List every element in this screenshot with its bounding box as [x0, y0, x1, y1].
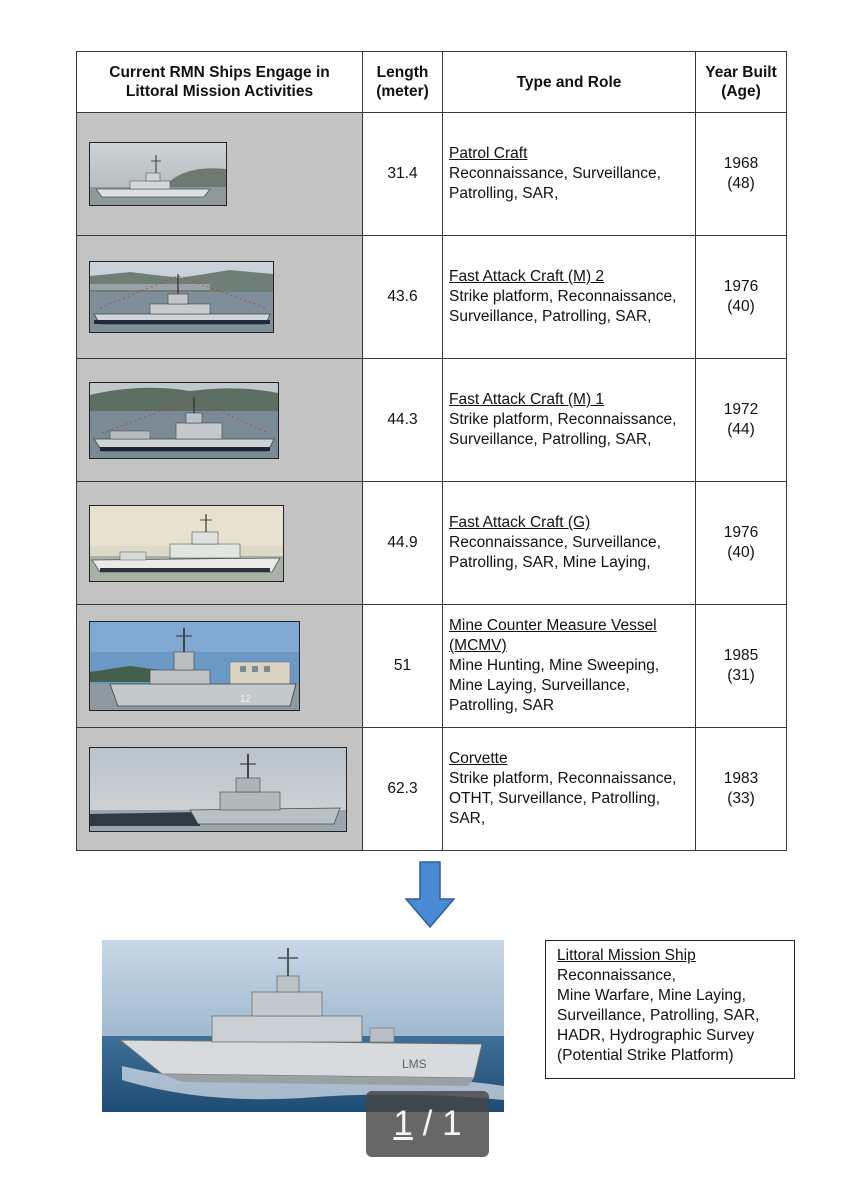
ship-age: (40) — [727, 544, 755, 561]
ship-image-cell — [77, 482, 363, 605]
length-value: 31.4 — [363, 113, 443, 236]
year-cell — [696, 113, 787, 236]
year-built: 1985 — [723, 647, 759, 664]
length-value: 44.3 — [363, 359, 443, 482]
ship-age: (31) — [727, 667, 755, 684]
lms-role-line: Surveillance, Patrolling, SAR, — [557, 1007, 760, 1024]
littoral-mission-ship-photo — [102, 940, 504, 1112]
page-indicator — [366, 1091, 489, 1157]
ship-image-cell — [77, 236, 363, 359]
page-separator: / — [422, 1104, 433, 1143]
year-cell — [696, 728, 787, 851]
length-value: 43.6 — [363, 236, 443, 359]
year-cell — [696, 359, 787, 482]
length-value: 51 — [363, 605, 443, 728]
ship-role: Strike platform, Reconnaissance, Surveillance, Patrolling, SAR, — [449, 411, 677, 448]
ship-role: Strike platform, Reconnaissance, Surveillance, Patrolling, SAR, — [449, 288, 677, 325]
ship-age: (48) — [727, 175, 755, 192]
ship-type: Patrol Craft — [449, 145, 528, 162]
type-role-cell — [443, 605, 696, 728]
ships-table — [76, 51, 787, 851]
current-page: 1 — [393, 1104, 413, 1143]
lms-role-line: Reconnaissance, — [557, 967, 676, 984]
ship-age: (33) — [727, 790, 755, 807]
type-role-cell — [443, 482, 696, 605]
length-value: 62.3 — [363, 728, 443, 851]
year-built: 1976 — [723, 524, 759, 541]
ship-type: Corvette — [449, 750, 508, 767]
ship-role: Strike platform, Reconnaissance, OTHT, Surveillance, Patrolling, SAR, — [449, 770, 677, 827]
table-row — [77, 605, 787, 728]
ship-type: Fast Attack Craft (M) 1 — [449, 391, 605, 408]
table-row — [77, 113, 787, 236]
lms-role-line: Mine Warfare, Mine Laying, — [557, 987, 746, 1004]
ship-type: Fast Attack Craft (M) 2 — [449, 268, 605, 285]
fast-attack-craft-m1-photo — [89, 382, 279, 459]
ship-role: Mine Hunting, Mine Sweeping, Mine Laying, Surveillance, Patrolling, SAR — [449, 657, 660, 714]
fast-attack-craft-m2-photo — [89, 261, 274, 333]
header-ships: Current RMN Ships Engage in Littoral Mission Activities — [77, 52, 363, 113]
fast-attack-craft-g-photo — [89, 505, 284, 582]
type-role-cell — [443, 236, 696, 359]
ship-role: Reconnaissance, Surveillance, Patrolling, SAR, Mine Laying, — [449, 534, 661, 571]
table-row — [77, 236, 787, 359]
ship-type: Fast Attack Craft (G) — [449, 514, 591, 531]
length-value: 44.9 — [363, 482, 443, 605]
header-year: Year Built (Age) — [696, 52, 787, 113]
table-row — [77, 359, 787, 482]
photo-hull-label: LMS — [402, 1057, 427, 1071]
year-built: 1972 — [723, 401, 759, 418]
header-length: Length (meter) — [363, 52, 443, 113]
ship-image-cell — [77, 728, 363, 851]
ship-age: (40) — [727, 298, 755, 315]
year-cell — [696, 605, 787, 728]
ship-age: (44) — [727, 421, 755, 438]
type-role-cell — [443, 728, 696, 851]
ship-image-cell — [77, 113, 363, 236]
type-role-cell — [443, 359, 696, 482]
type-role-cell — [443, 113, 696, 236]
header-type-role: Type and Role — [443, 52, 696, 113]
table-header-row — [77, 52, 787, 113]
total-pages: 1 — [442, 1104, 462, 1143]
year-built: 1976 — [723, 278, 759, 295]
lms-role-line: (Potential Strike Platform) — [557, 1047, 734, 1064]
ship-type: Mine Counter Measure Vessel (MCMV) — [449, 617, 657, 654]
year-cell — [696, 482, 787, 605]
ship-image-cell — [77, 359, 363, 482]
lms-title: Littoral Mission Ship — [557, 947, 696, 964]
year-built: 1983 — [723, 770, 759, 787]
patrol-craft-photo — [89, 142, 227, 206]
table-row — [77, 728, 787, 851]
ship-image-cell — [77, 605, 363, 728]
table-row — [77, 482, 787, 605]
svg-text:12: 12 — [240, 694, 252, 705]
corvette-photo — [89, 747, 347, 832]
lms-role-line: HADR, Hydrographic Survey — [557, 1027, 755, 1044]
year-cell — [696, 236, 787, 359]
mcmv-photo — [89, 621, 300, 711]
down-arrow-icon — [405, 861, 455, 929]
year-built: 1968 — [723, 155, 759, 172]
littoral-mission-ship-box — [545, 940, 795, 1079]
ship-role: Reconnaissance, Surveillance, Patrolling, SAR, — [449, 165, 661, 202]
